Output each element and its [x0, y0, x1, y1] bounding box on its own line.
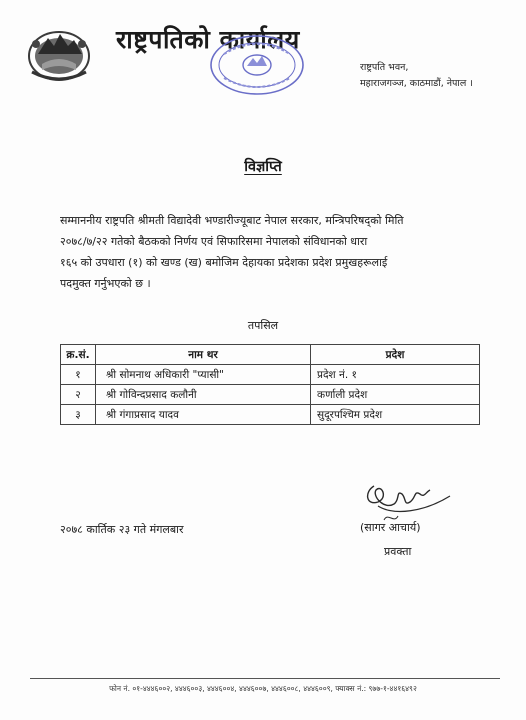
table-row	[61, 405, 480, 425]
footer-divider	[30, 678, 500, 679]
header-province: प्रदेश	[311, 345, 480, 365]
address-line: राष्ट्रपति भवन,	[360, 62, 409, 73]
body-line: पदमुक्त गर्नुभएको छ ।	[60, 277, 151, 290]
notice-body	[60, 210, 480, 294]
handwritten-signature-icon	[354, 476, 462, 546]
notice-title	[0, 156, 526, 176]
table-row	[61, 385, 480, 405]
row-province: कर्णाली प्रदेश	[311, 385, 480, 405]
header-serial: क्र.सं.	[61, 345, 96, 365]
office-stamp-icon	[206, 32, 308, 98]
row-name: श्री सोमनाथ अधिकारी "प्यासी"	[96, 365, 311, 385]
body-line: २०७८/७/२२ गतेको बैठकको निर्णय एवं सिफारिसमा नेपालको संविधानको धारा	[60, 235, 368, 248]
row-province: प्रदेश नं. १	[311, 365, 480, 385]
office-address	[360, 60, 473, 92]
header-name: नाम थर	[96, 345, 311, 365]
schedule-label: तपसिल	[247, 319, 279, 332]
row-name: श्री गोविन्दप्रसाद कलौनी	[96, 385, 311, 405]
spokesperson-role: प्रवक्ता	[384, 545, 412, 558]
row-province: सुदूरपश्चिम प्रदेश	[311, 405, 480, 425]
table-header-row	[61, 345, 480, 365]
body-line: १६५ को उपधारा (१) को खण्ड (ख) बमोजिम देहायका प्रदेशका प्रदेश प्रमुखहरूलाई	[60, 256, 388, 269]
row-serial: २	[61, 385, 96, 405]
spokesperson-name: (सागर आचार्य)	[360, 521, 421, 534]
table-row	[61, 365, 480, 385]
notice-title-text: विज्ञप्ति	[244, 159, 282, 175]
governors-table	[60, 344, 480, 425]
office-title: राष्ट्रपतिको कार्यालय	[116, 25, 300, 54]
footer-contact: फोन नं. ०१-४४४६००२, ४४४६००३, ४४४६००४, ४४४६००७, ४४४६००८, ४४४६००९, फ्याक्स नं.: ९७७-१-४४१६४९२	[109, 684, 417, 693]
row-serial: १	[61, 365, 96, 385]
row-name: श्री गंगाप्रसाद यादव	[96, 405, 311, 425]
body-line: सम्माननीय राष्ट्रपति श्रीमती विद्यादेवी भण्डारीज्यूबाट नेपाल सरकार, मन्त्रिपरिषद्को मिति	[60, 214, 404, 227]
issue-date: २०७८ कार्तिक २३ गते मंगलबार	[60, 523, 184, 536]
row-serial: ३	[61, 405, 96, 425]
nepal-emblem-icon	[24, 24, 94, 84]
address-line: महाराजगञ्ज, काठमाडौं, नेपाल ।	[360, 78, 473, 89]
